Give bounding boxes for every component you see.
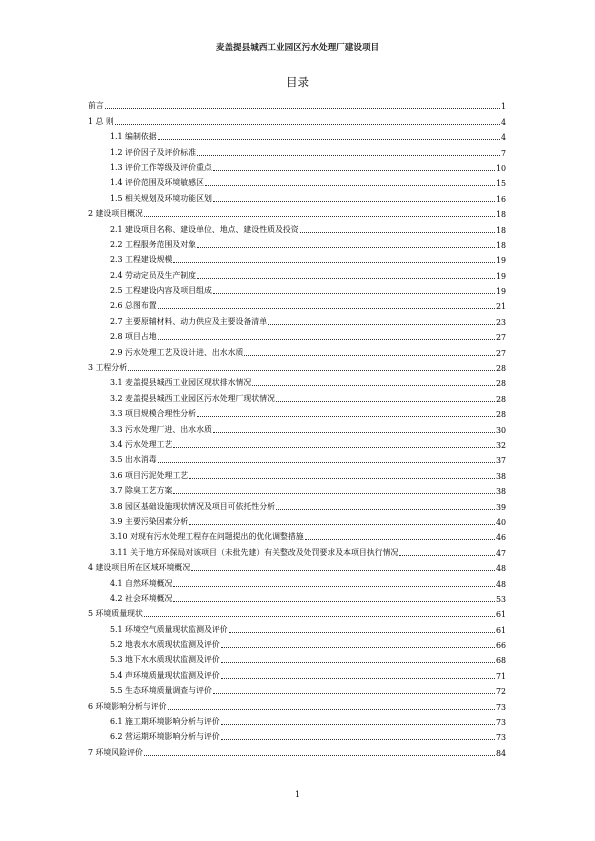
toc-entry[interactable]: [88, 173, 506, 188]
toc-entry[interactable]: [88, 435, 506, 450]
toc-dot-leader: [158, 139, 500, 140]
toc-entry[interactable]: [88, 727, 506, 742]
toc-entry[interactable]: [88, 265, 506, 280]
toc-entry[interactable]: [88, 373, 506, 388]
toc-entry-label: 前言: [88, 101, 104, 111]
toc-entry-page: 48: [495, 579, 506, 589]
toc-entry-page: 68: [495, 656, 506, 666]
document-header-title: 麦盖提县城西工业园区污水处理厂建设项目: [215, 43, 380, 53]
toc-entry-label: 3.8 园区基础设施现状情况及项目可依托性分析: [110, 501, 275, 511]
toc-entry-label: 1.3 评价工作等级及评价重点: [110, 162, 212, 172]
toc-entry-label: 6 环境影响分析与评价: [88, 701, 167, 711]
toc-entry-page: 27: [495, 348, 506, 358]
toc-dot-leader: [189, 524, 495, 525]
toc-dot-leader: [158, 339, 495, 340]
toc-entry-page: 61: [495, 625, 506, 635]
toc-entry-page: 73: [495, 718, 506, 728]
toc-entry-label: 2.7 主要原辅材料、动力供应及主要设备清单: [110, 316, 268, 326]
toc-entry[interactable]: [88, 712, 506, 727]
toc-entry[interactable]: [88, 665, 506, 680]
toc-entry-page: 27: [495, 333, 506, 343]
toc-entry[interactable]: [88, 404, 506, 419]
toc-entry[interactable]: [88, 235, 506, 250]
toc-entry[interactable]: [88, 142, 506, 157]
toc-entry-page: 28: [495, 394, 506, 404]
toc-entry[interactable]: [88, 650, 506, 665]
toc-dot-leader: [221, 678, 495, 679]
toc-entry-page: 7: [500, 148, 506, 158]
toc-entry[interactable]: [88, 158, 506, 173]
toc-entry-page: 32: [495, 440, 506, 450]
toc-dot-leader: [213, 693, 495, 694]
toc-dot-leader: [221, 739, 495, 740]
toc-entry-label: 1 总 则: [88, 116, 114, 126]
toc-entry-label: 1.1 编制依据: [110, 132, 157, 142]
toc-entry-page: 28: [495, 410, 506, 420]
toc-entry-label: 3.9 主要污染因素分析: [110, 516, 189, 526]
toc-entry-page: 18: [495, 210, 506, 220]
toc-entry-label: 5.3 地下水水质现状监测及评价: [110, 655, 220, 665]
toc-entry-label: 4.1 自然环境概况: [110, 578, 173, 588]
toc-entry-label: 3.6 项目污泥处理工艺: [110, 470, 189, 480]
page-number: 1: [294, 790, 301, 799]
toc-entry-label: 3.11 关于地方环保局对该项目（未批先建）有关整改及处罚要求及本项目执行情况: [110, 547, 399, 557]
toc-entry-page: 53: [495, 594, 506, 604]
toc-entry-label: 5.2 地表水水质现状监测及评价: [110, 640, 220, 650]
toc-dot-leader: [213, 170, 495, 171]
toc-entry[interactable]: [88, 358, 506, 373]
toc-entry-label: 3.4 污水处理工艺: [110, 439, 173, 449]
toc-entry[interactable]: [88, 696, 506, 711]
toc-entry-label: 3.10 对现有污水处理工程存在问题提出的优化调整措施: [110, 532, 304, 542]
toc-dot-leader: [276, 401, 495, 402]
toc-dot-leader: [168, 709, 495, 710]
toc-dot-leader: [197, 278, 495, 279]
toc-entry-label: 5.1 环境空气质量现状监测及评价: [110, 624, 228, 634]
toc-dot-leader: [173, 601, 495, 602]
toc-dot-leader: [115, 124, 500, 125]
toc-entry-label: 4 建设项目所在区域环境概况: [88, 563, 191, 573]
toc-dot-leader: [144, 755, 495, 756]
toc-dot-leader: [144, 616, 495, 617]
toc-entry-label: 2.1 建设项目名称、建设单位、地点、建设性质及投资: [110, 224, 299, 234]
toc-entry-label: 7 环境风险评价: [88, 747, 143, 757]
toc-dot-leader: [158, 308, 495, 309]
toc-entry[interactable]: [88, 465, 506, 480]
toc-entry-label: 1.5 相关规划及环境功能区划: [110, 193, 212, 203]
toc-entry-label: 3.3 项目规模合理性分析: [110, 409, 197, 419]
toc-entry-page: 21: [495, 302, 506, 312]
toc-dot-leader: [197, 247, 495, 248]
toc-entry-page: 84: [495, 748, 506, 758]
toc-entry-page: 40: [495, 517, 506, 527]
toc-entry-label: 2 建设项目概况: [88, 209, 143, 219]
toc-title: 目录: [286, 75, 309, 89]
toc-entry[interactable]: [88, 327, 506, 342]
toc-dot-leader: [244, 355, 495, 356]
toc-entry[interactable]: [88, 512, 506, 527]
toc-entry-label: 5 环境质量现状: [88, 609, 143, 619]
toc-entry-label: 2.6 总图布置: [110, 301, 157, 311]
toc-dot-leader: [105, 108, 500, 109]
toc-dot-leader: [276, 509, 495, 510]
toc-entry-page: 15: [495, 179, 506, 189]
toc-dot-leader: [300, 232, 495, 233]
toc-entry[interactable]: [88, 619, 506, 634]
toc-dot-leader: [197, 416, 495, 417]
toc-entry[interactable]: [88, 296, 506, 311]
toc-entry-page: 48: [495, 564, 506, 574]
toc-dot-leader: [213, 293, 495, 294]
toc-entry-label: 3.2 麦盖提县城西工业园区污水处理厂现状情况: [110, 393, 275, 403]
toc-entry-label: 2.3 工程建设规模: [110, 255, 173, 265]
toc-entry[interactable]: [88, 188, 506, 203]
toc-entry[interactable]: [88, 388, 506, 403]
toc-entry-label: 1.4 评价范围及环境敏感区: [110, 178, 204, 188]
toc-entry[interactable]: [88, 542, 506, 557]
toc-dot-leader: [173, 447, 495, 448]
toc-entry-page: 28: [495, 379, 506, 389]
toc-entry[interactable]: [88, 681, 506, 696]
toc-entry-page: 39: [495, 502, 506, 512]
toc-entry-label: 2.9 污水处理工艺及设计进、出水水质: [110, 347, 244, 357]
toc-entry-page: 19: [495, 287, 506, 297]
toc-entry-label: 3.3 污水处理厂进、出水水质: [110, 424, 212, 434]
toc-entry[interactable]: [88, 311, 506, 326]
toc-entry[interactable]: [88, 342, 506, 357]
toc-entry[interactable]: [88, 481, 506, 496]
toc-entry[interactable]: [88, 742, 506, 757]
toc-entry[interactable]: [88, 496, 506, 511]
toc-dot-leader: [221, 724, 495, 725]
toc-entry-label: 1.2 评价因子及评价标准: [110, 147, 197, 157]
toc-entry-label: 3.7 除臭工艺方案: [110, 486, 173, 496]
toc-entry[interactable]: [88, 219, 506, 234]
toc-dot-leader: [158, 462, 495, 463]
toc-dot-leader: [173, 493, 495, 494]
toc-entry[interactable]: [88, 419, 506, 434]
toc-entry-page: 28: [495, 364, 506, 374]
toc-entry-label: 2.5 工程建设内容及项目组成: [110, 286, 212, 296]
toc-entry-page: 37: [495, 456, 506, 466]
toc-entry-label: 6.1 施工期环境影响分析与评价: [110, 717, 220, 727]
toc-dot-leader: [213, 432, 495, 433]
toc-entry[interactable]: [88, 635, 506, 650]
toc-entry[interactable]: [88, 573, 506, 588]
toc-dot-leader: [229, 632, 495, 633]
toc-entry[interactable]: [88, 527, 506, 542]
toc-entry-page: 1: [500, 102, 506, 112]
toc-entry-label: 3.1 麦盖提县城西工业园区现状排水情况: [110, 378, 252, 388]
toc-entry-page: 61: [495, 610, 506, 620]
toc-entry-page: 72: [495, 687, 506, 697]
toc-dot-leader: [252, 385, 495, 386]
toc-dot-leader: [213, 201, 495, 202]
toc-entry[interactable]: [88, 96, 506, 111]
toc-entry[interactable]: [88, 250, 506, 265]
toc-dot-leader: [399, 555, 495, 556]
toc-entry-label: 4.2 社会环境概况: [110, 593, 173, 603]
toc-entry-page: 10: [495, 163, 506, 173]
toc-dot-leader: [197, 155, 500, 156]
toc-dot-leader: [268, 324, 495, 325]
toc-entry-page: 4: [500, 117, 506, 127]
toc-entry-label: 3.5 出水消毒: [110, 455, 157, 465]
toc-entry-page: 30: [495, 425, 506, 435]
toc-entry-page: 19: [495, 271, 506, 281]
toc-dot-leader: [191, 570, 495, 571]
toc-entry[interactable]: [88, 127, 506, 142]
toc-entry-page: 73: [495, 702, 506, 712]
toc-dot-leader: [305, 539, 495, 540]
toc-entry[interactable]: [88, 604, 506, 619]
toc-entry[interactable]: [88, 450, 506, 465]
toc-entry-page: 73: [495, 733, 506, 743]
toc-entry-page: 46: [495, 533, 506, 543]
toc-entry-page: 38: [495, 471, 506, 481]
toc-dot-leader: [189, 478, 495, 479]
toc-entry-label: 5.4 声环境质量现状监测及评价: [110, 670, 220, 680]
toc-entry-page: 23: [495, 317, 506, 327]
toc-dot-leader: [221, 647, 495, 648]
toc-entry-page: 16: [495, 194, 506, 204]
toc-entry-label: 6.2 营运期环境影响分析与评价: [110, 732, 220, 742]
toc-entry-page: 18: [495, 240, 506, 250]
toc-entry-label: 3 工程分析: [88, 363, 128, 373]
toc-entry[interactable]: [88, 558, 506, 573]
toc-dot-leader: [205, 185, 495, 186]
toc-entry-page: 71: [495, 671, 506, 681]
toc-entry-page: 38: [495, 487, 506, 497]
table-of-contents: [88, 96, 506, 758]
toc-entry-page: 18: [495, 225, 506, 235]
toc-dot-leader: [144, 216, 495, 217]
toc-entry-page: 4: [500, 133, 506, 143]
toc-dot-leader: [173, 262, 495, 263]
toc-dot-leader: [173, 586, 495, 587]
toc-entry[interactable]: [88, 111, 506, 126]
toc-dot-leader: [128, 370, 495, 371]
toc-entry-label: 5.5 生态环境质量调查与评价: [110, 686, 212, 696]
toc-entry[interactable]: [88, 281, 506, 296]
toc-entry-label: 2.8 项目占地: [110, 332, 157, 342]
toc-entry[interactable]: [88, 589, 506, 604]
toc-entry-page: 47: [495, 548, 506, 558]
toc-entry-label: 2.4 劳动定员及生产制度: [110, 270, 197, 280]
toc-entry-page: 19: [495, 256, 506, 266]
toc-entry-label: 2.2 工程服务范围及对象: [110, 239, 197, 249]
toc-dot-leader: [221, 662, 495, 663]
toc-entry-page: 66: [495, 641, 506, 651]
toc-entry[interactable]: [88, 204, 506, 219]
